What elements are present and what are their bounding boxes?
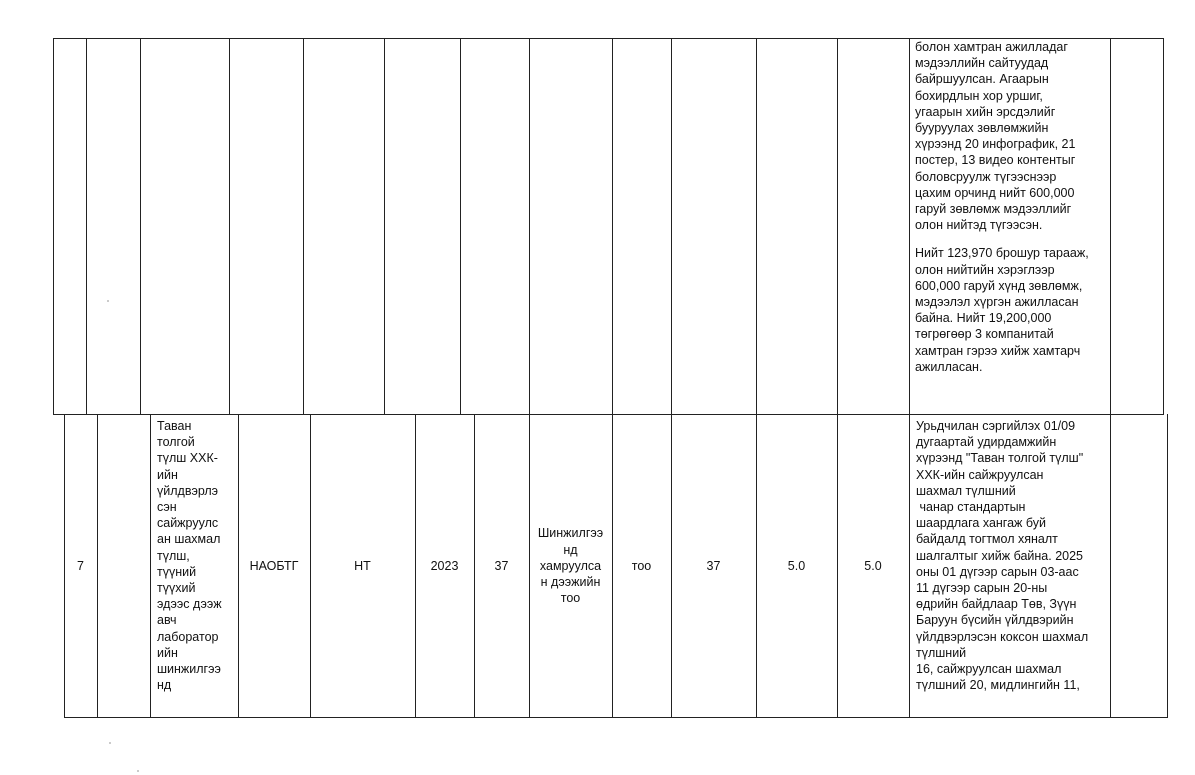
result-text-line: хамтран гэрээ хийж хамтарч: [915, 343, 1081, 358]
activity-text-line: сэн: [157, 500, 177, 515]
result-text-line: үйлдвэрлэсэн коксон шахмал: [916, 629, 1089, 644]
col-border-2: [140, 38, 141, 415]
indicator-text-line: тоо: [560, 591, 581, 606]
result-text-line: шалгалтыг хийж байна. 2025: [916, 548, 1084, 563]
result-text-line: шахмал түлшний: [916, 483, 1016, 498]
activity-text-line: түлш ХХК-: [157, 451, 218, 466]
row-number: 7: [77, 558, 84, 573]
result-text-line: боловсруулж түгээснээр: [915, 169, 1057, 184]
activity-text-line: үйлдвэрлэ: [157, 483, 219, 498]
result-cell: [916, 418, 1106, 693]
scan-speck: [107, 300, 109, 302]
result-text-line: түлшний: [916, 645, 967, 660]
col-border-14: [1163, 38, 1164, 415]
activity-text-line: ан шахмал: [157, 532, 221, 547]
result-text-line: шаардлага хангаж буй: [916, 516, 1046, 531]
col-border-2b: [150, 414, 151, 718]
indicator-text-line: хамруулса: [539, 558, 602, 573]
col-border-13: [1110, 38, 1111, 718]
indicator-text-line: нд: [563, 542, 578, 557]
col-border-4: [303, 38, 304, 415]
result-text-line: гаруй зөвлөмж мэдээллийг: [915, 202, 1072, 217]
result-text-line: цахим орчинд нийт 600,000: [915, 185, 1075, 200]
result-text-line: постер, 13 видео контентыг: [915, 153, 1076, 168]
top-result-cell: [915, 39, 1105, 375]
activity-cell: [157, 418, 235, 693]
activity-text-line: ийн: [157, 467, 178, 482]
activity-text-line: түүхий: [157, 581, 196, 596]
result-text-line: 16, сайжруулсан шахмал: [916, 662, 1062, 677]
result-text-line: Нийт 123,970 брошур тарааж,: [915, 246, 1089, 261]
year-cell: 2023: [430, 558, 459, 573]
col-border-5: [384, 38, 385, 415]
activity-text-line: толгой: [157, 435, 195, 450]
result-text-line: мэдээллийн сайтуудад: [915, 56, 1049, 71]
result-text-line: байна. Нийт 19,200,000: [915, 311, 1052, 326]
result-text-line: хүрээнд 20 инфографик, 21: [915, 137, 1076, 152]
responsible-cell: НАОБТГ: [249, 558, 299, 573]
indicator-cell: [529, 415, 612, 717]
indicator-text-line: Шинжилгээ: [537, 526, 604, 541]
result-text-line: байдалд тогтмол хяналт: [916, 532, 1058, 547]
result-text-line: түлшний 20, мидлингийн 11,: [916, 678, 1080, 693]
scan-speck: [109, 742, 111, 744]
result-text-line: өдрийн байдлаар Төв, Зүүн: [916, 597, 1077, 612]
actual-score-cell: 5.0: [864, 558, 882, 573]
result-text-line: мэдээлэл хүргэн ажилласан: [915, 295, 1079, 310]
result-text-line: Баруун бүсийн үйлдвэрийн: [916, 613, 1074, 628]
activity-text-line: эдээс дээж: [157, 597, 222, 612]
result-text-line: хүрээнд "Таван толгой түлш": [916, 451, 1084, 466]
col-border-1: [86, 38, 87, 415]
result-text-line: дугаартай удирдамжийн: [916, 435, 1057, 450]
col-border-14b: [1167, 414, 1168, 718]
result-text-line: олон нийтийн хэрэглээр: [915, 262, 1055, 277]
result-text-line: ажилласан.: [915, 359, 983, 374]
result-text-line: төгрөгөөр 3 компанитай: [915, 327, 1054, 342]
unit-cell: тоо: [631, 558, 652, 573]
top-result-paragraph-1: [915, 39, 1105, 233]
col-border-3: [229, 38, 230, 415]
activity-text-line: нд: [157, 678, 172, 693]
result-text-line: угаарын хийн эрсдэлийг: [915, 104, 1056, 119]
activity-text-line: лаборатор: [157, 629, 219, 644]
activity-text-line: шинжилгээ: [157, 662, 221, 677]
funding-cell: НТ: [354, 558, 371, 573]
result-text-line: оны 01 дүгээр сарын 03-аас: [916, 564, 1079, 579]
plan-score-cell: 5.0: [787, 558, 806, 573]
baseline-cell: 37: [494, 558, 509, 573]
target-cell: 37: [706, 558, 721, 573]
result-text-line: 11 дүгээр сарын 20-ны: [916, 581, 1048, 596]
col-border-6: [460, 38, 461, 415]
result-text-line: ХХК-ийн сайжруулсан: [916, 467, 1044, 482]
activity-text-line: түлш,: [157, 548, 190, 563]
col-border-1b: [97, 414, 98, 718]
activity-text-line: авч: [157, 613, 177, 628]
result-text-line: олон нийтэд түгээсэн.: [915, 218, 1043, 233]
indicator-text-line: н дээжийн: [540, 575, 601, 590]
result-text-line: бохирдлын хор уршиг,: [915, 88, 1043, 103]
result-text-line: бууруулах зөвлөмжийн: [915, 121, 1049, 136]
top-result-paragraph-2: [915, 245, 1105, 375]
table-bottom-border: [64, 717, 1168, 718]
result-text-line: болон хамтран ажилладаг: [915, 40, 1068, 54]
col-border-12: [909, 38, 910, 718]
result-text-line: Урьдчилан сэргийлэх 01/09: [916, 419, 1076, 433]
activity-text-line: сайжруулс: [157, 516, 219, 531]
activity-text-line: Таван: [157, 419, 192, 433]
activity-text-line: ийн: [157, 645, 178, 660]
result-text-line: байршуулсан. Агаарын: [915, 72, 1049, 87]
result-text-line: 600,000 гаруй хүнд зөвлөмж,: [915, 278, 1083, 293]
col-border-0: [53, 38, 54, 415]
scan-speck: [137, 770, 139, 772]
activity-text-line: түүний: [157, 564, 197, 579]
result-text-line: чанар стандартын: [916, 500, 1026, 515]
